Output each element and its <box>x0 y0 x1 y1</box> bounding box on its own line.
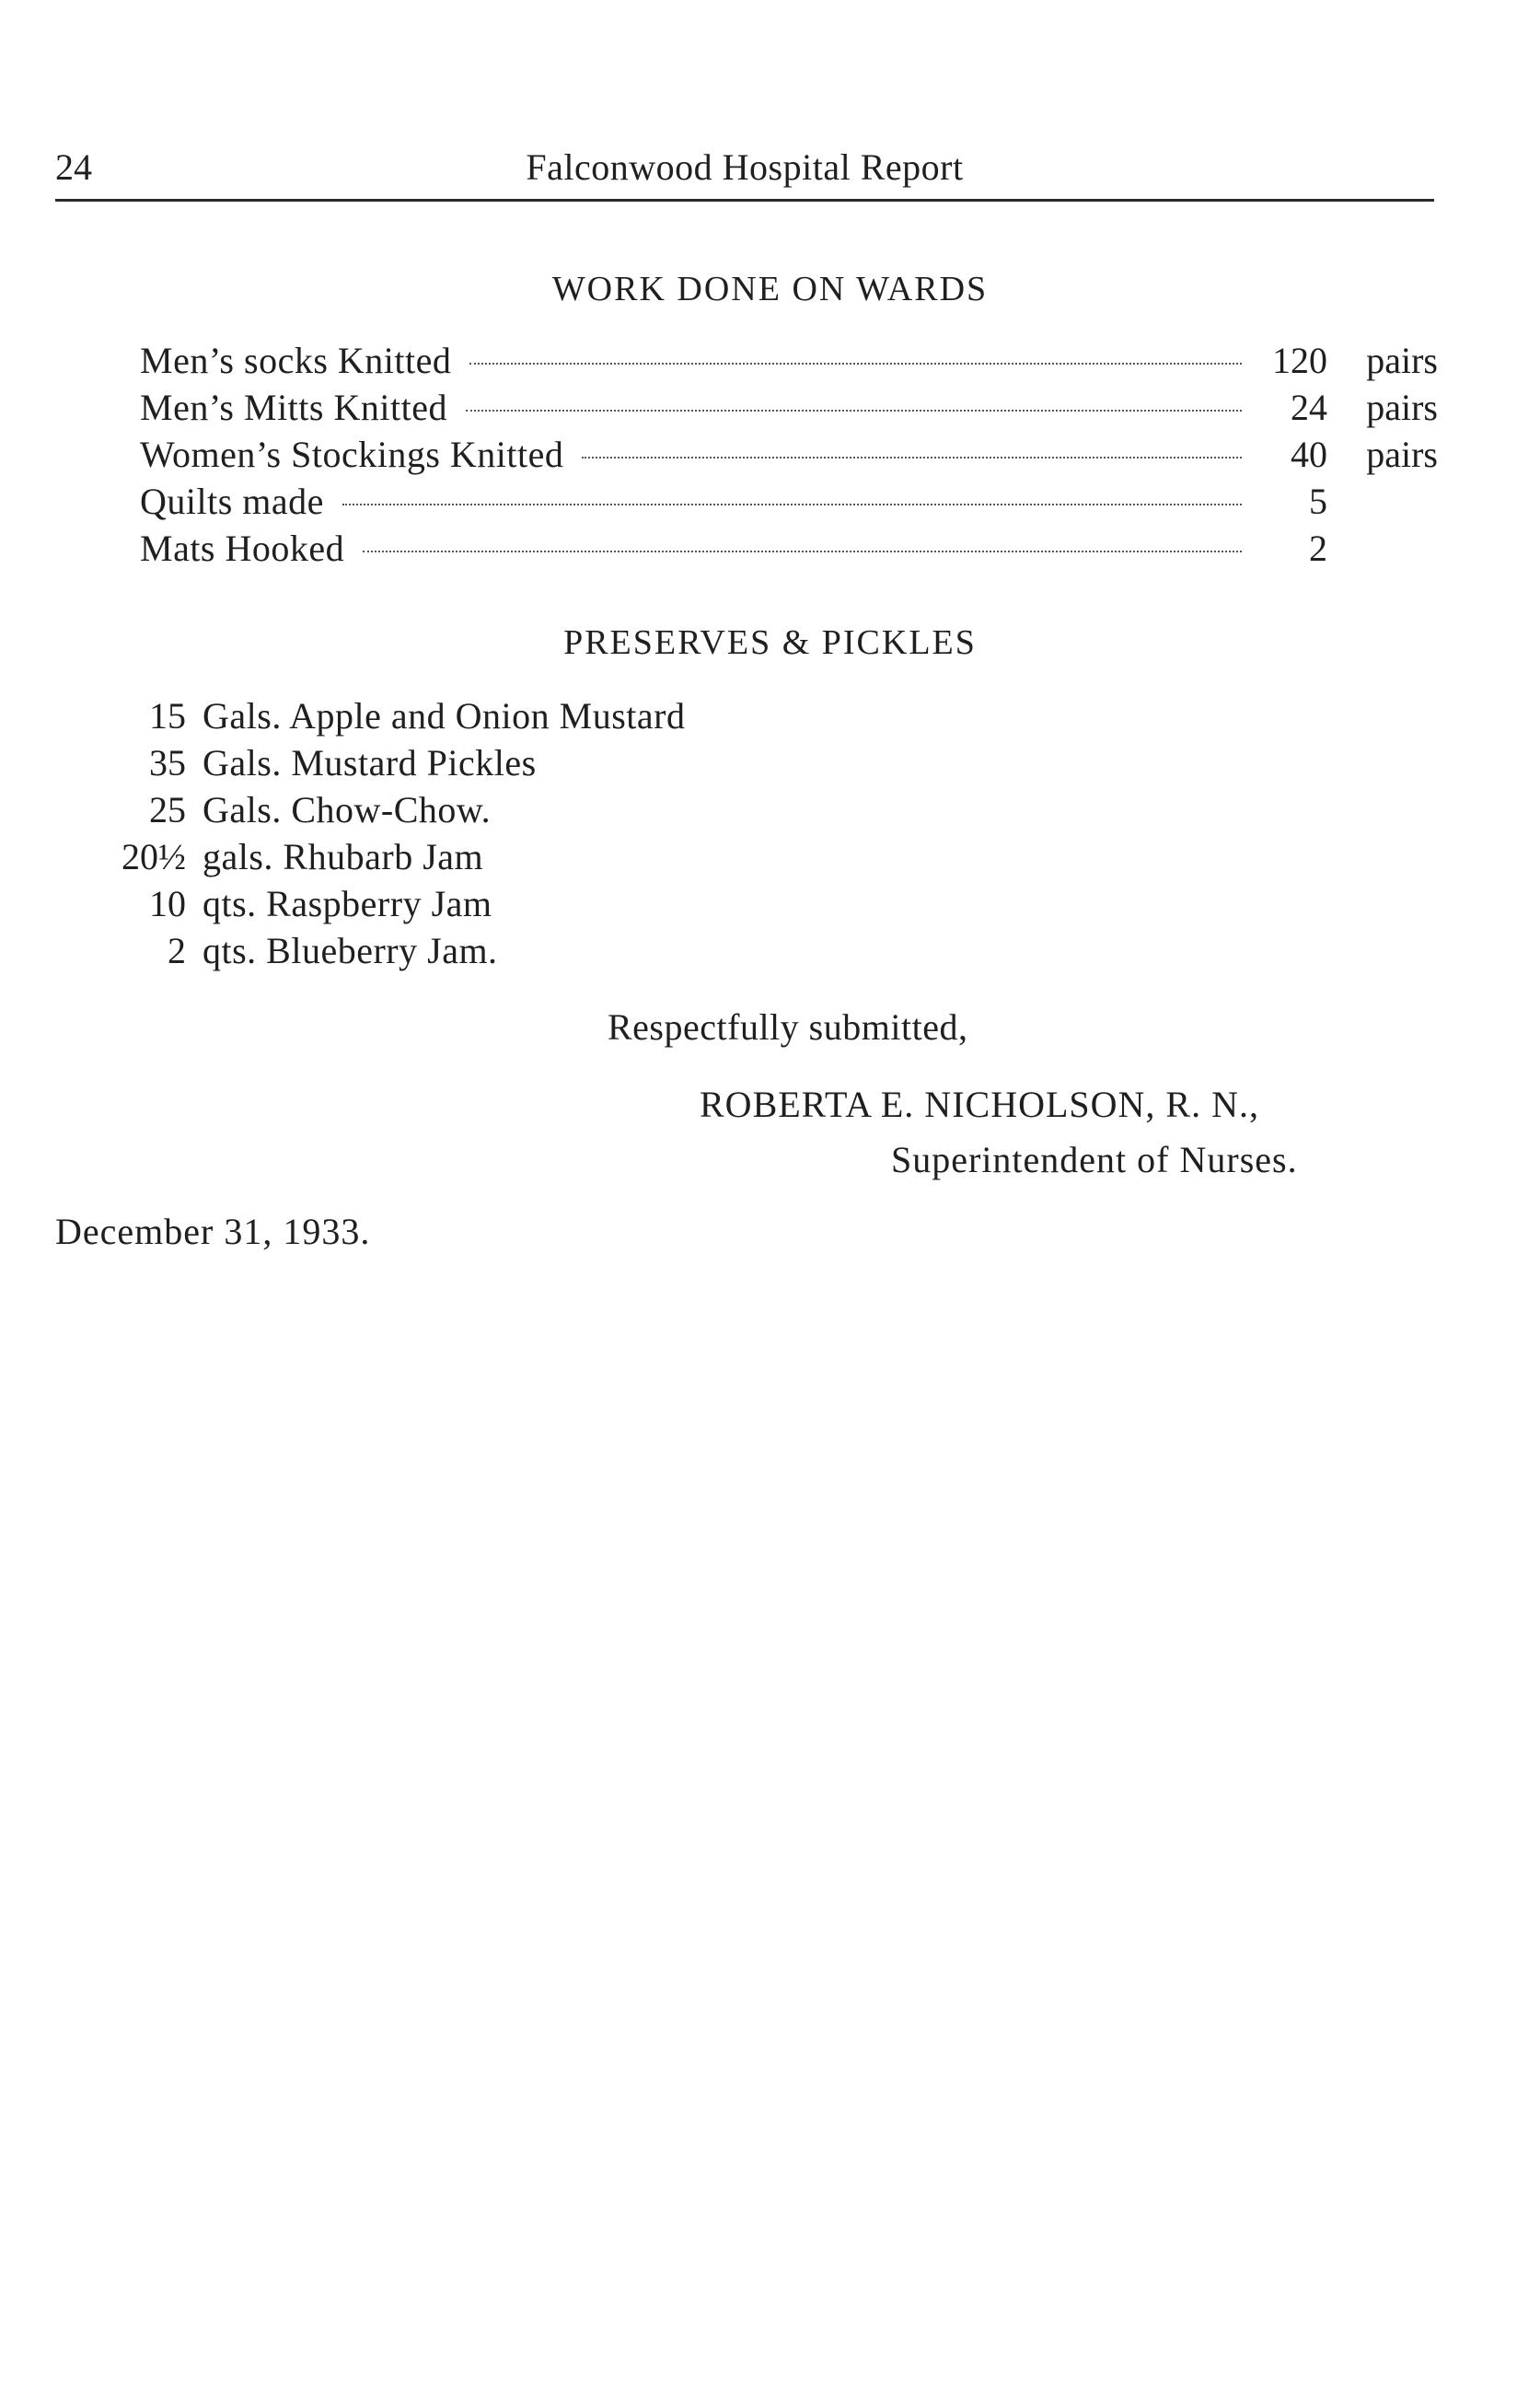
preserve-item: qts. Raspberry Jam <box>203 883 492 924</box>
dot-leader <box>363 551 1242 552</box>
work-item: Mats Hooked <box>140 528 345 569</box>
work-done-heading <box>0 269 1540 309</box>
work-qty: 120 <box>1272 340 1327 381</box>
preserve-item: qts. Blueberry Jam. <box>203 930 498 971</box>
work-item: Women’s Stockings Knitted <box>140 434 564 475</box>
preserve-item: Gals. Apple and Onion Mustard <box>203 695 686 737</box>
work-row <box>140 431 1438 478</box>
preserve-row <box>92 739 685 786</box>
report-date: December 31, 1933. <box>55 1211 371 1252</box>
preserve-item: Gals. Mustard Pickles <box>203 742 537 784</box>
preserve-qty: 15 <box>149 695 186 737</box>
preserve-item: gals. Rhubarb Jam <box>203 836 484 877</box>
preserve-row <box>92 880 685 927</box>
work-qty: 40 <box>1291 434 1327 475</box>
preserve-qty: 10 <box>149 883 186 924</box>
work-done-table <box>140 337 1438 572</box>
work-done-heading-text: WORK DONE ON WARDS <box>551 270 989 308</box>
preserve-qty: 2 <box>168 930 186 971</box>
page-number: 24 <box>55 146 92 188</box>
header-rule <box>55 199 1434 202</box>
preserve-item: Gals. Chow-Chow. <box>203 789 492 830</box>
work-row <box>140 384 1438 431</box>
dot-leader <box>582 457 1242 459</box>
work-qty: 24 <box>1291 387 1327 428</box>
preserves-list <box>92 692 685 974</box>
work-row <box>140 478 1438 525</box>
work-row <box>140 525 1438 572</box>
work-item: Men’s Mitts Knitted <box>140 387 447 428</box>
preserves-heading-text: PRESERVES & PICKLES <box>563 623 977 662</box>
preserve-qty: 25 <box>149 789 186 830</box>
preserve-qty: 35 <box>149 742 186 784</box>
work-item: Quilts made <box>140 481 324 522</box>
preserve-row <box>92 927 685 974</box>
preserve-row <box>92 786 685 833</box>
work-unit: pairs <box>1366 434 1438 475</box>
dot-leader <box>466 410 1242 412</box>
dot-leader <box>342 504 1242 505</box>
running-title: Falconwood Hospital Report <box>526 146 964 188</box>
preserve-row <box>92 833 685 880</box>
work-row <box>140 337 1438 384</box>
work-qty: 2 <box>1309 528 1327 569</box>
preserve-qty: 20½ <box>122 836 186 877</box>
work-item: Men’s socks Knitted <box>140 340 452 381</box>
work-unit: pairs <box>1366 387 1438 428</box>
preserve-row <box>92 692 685 739</box>
page-header <box>55 140 1434 195</box>
signatory-name: ROBERTA E. NICHOLSON, R. N., <box>700 1084 1259 1125</box>
work-qty: 5 <box>1309 481 1327 522</box>
work-unit: pairs <box>1366 340 1438 381</box>
dot-leader <box>469 363 1242 365</box>
signatory-title: Superintendent of Nurses. <box>891 1139 1298 1180</box>
preserves-heading <box>0 622 1540 663</box>
closing-salutation: Respectfully submitted, <box>608 1006 968 1048</box>
